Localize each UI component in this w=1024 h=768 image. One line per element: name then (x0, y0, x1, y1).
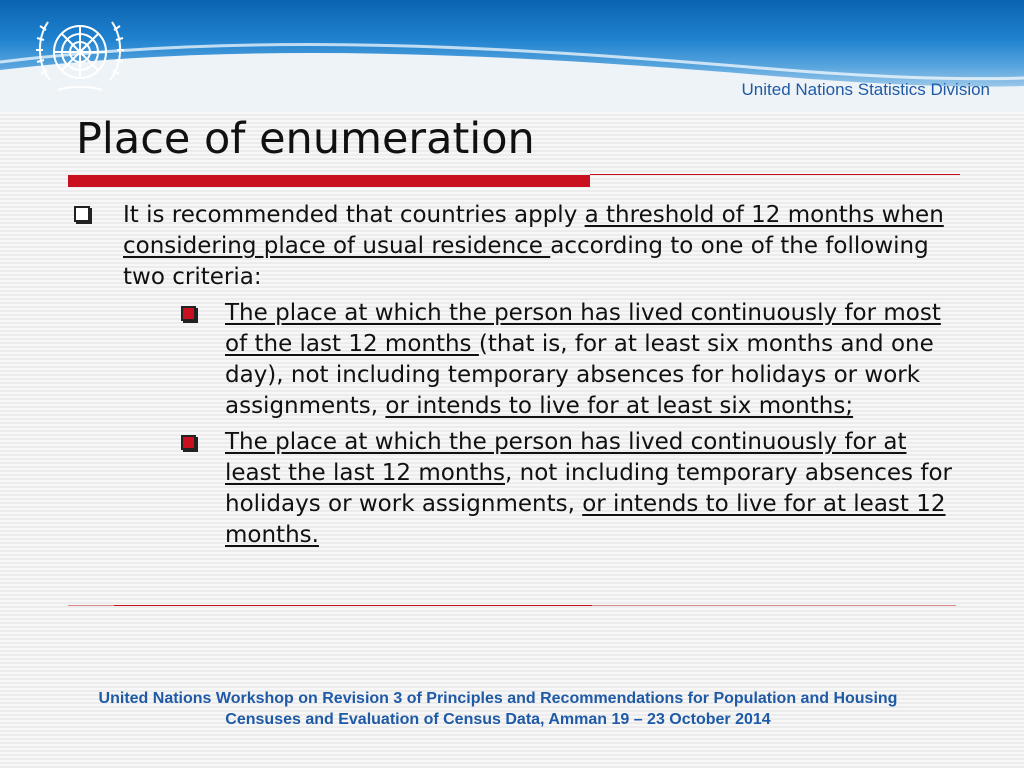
criterion-item (123, 427, 960, 551)
criterion-underlined: The place at which the person has lived continuously for most of the last 12 months (225, 300, 941, 357)
criterion-item (123, 298, 960, 422)
slide-content (70, 200, 960, 556)
main-bullet-underlined: a threshold of 12 months when considering place of usual residence (123, 202, 944, 259)
un-emblem-logo (28, 10, 132, 100)
title-underline-bar (68, 175, 590, 187)
footer-line-1: United Nations Workshop on Revision 3 of Principles and Recommendations for Population and Housing (98, 690, 898, 707)
footer (40, 688, 956, 730)
footer-line-2: Censuses and Evaluation of Census Data, Amman 19 – 23 October 2014 (225, 711, 771, 728)
criterion-text: (that is, for at least six months and one day), not including temporary absences for holidays or work assignments, (225, 331, 934, 419)
criterion-underlined-end: or intends to live for at least six months; (385, 393, 854, 419)
title-underline-rule (590, 174, 960, 175)
main-bullet-text: It is recommended that countries apply (123, 202, 585, 228)
criteria-list (123, 298, 960, 551)
organization-name: United Nations Statistics Division (741, 80, 990, 99)
main-bullet (70, 200, 960, 551)
hollow-square-bullet-icon (74, 206, 90, 222)
red-square-bullet-icon (181, 435, 196, 450)
red-square-bullet-icon (181, 306, 196, 321)
criterion-underlined-end: or intends to live for at least 12 months. (225, 491, 946, 548)
header-banner (0, 0, 1024, 112)
criterion-text: , not including temporary absences for holidays or work assignments, (225, 460, 952, 517)
slide-title: Place of enumeration (76, 114, 535, 164)
main-bullet-text-end: according to one of the following two criteria: (123, 233, 929, 290)
criterion-underlined: The place at which the person has lived continuously for at least the last 12 months (225, 429, 907, 486)
footer-divider-accent (114, 605, 592, 606)
